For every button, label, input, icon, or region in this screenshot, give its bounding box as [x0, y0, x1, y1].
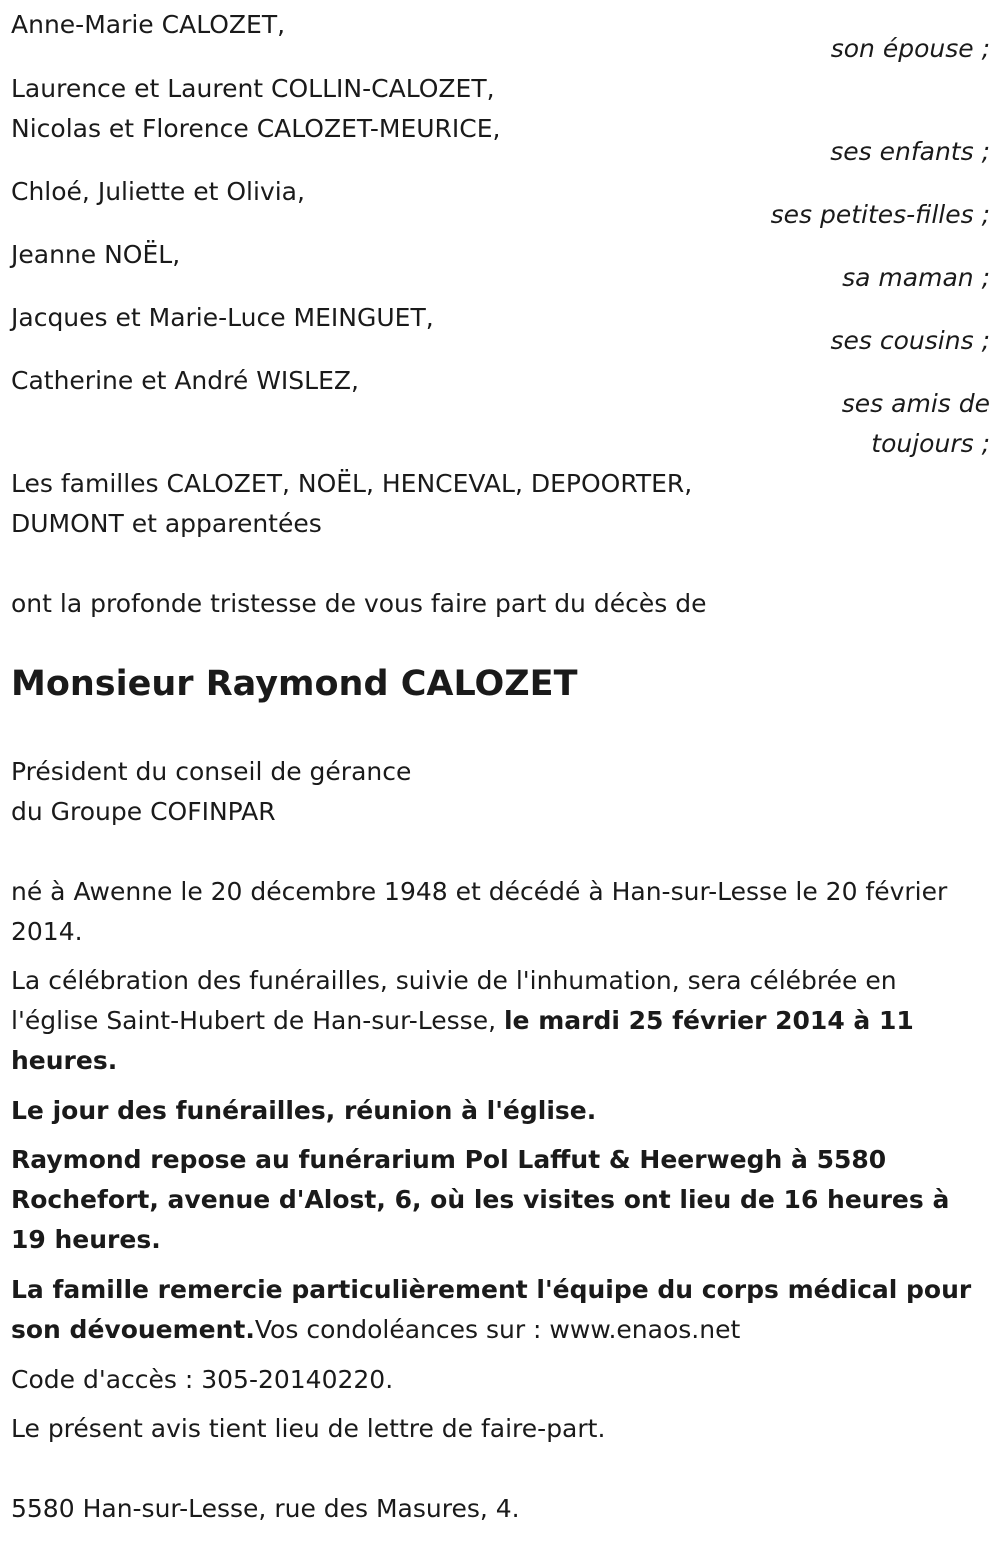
- family-role: ses enfants ;: [830, 137, 990, 166]
- family-role: son épouse ;: [830, 34, 990, 63]
- family-role: ses amis de: [841, 389, 990, 418]
- family-names: Chloé, Juliette et Olivia,: [11, 177, 305, 206]
- families-line: DUMONT et apparentées: [11, 509, 322, 538]
- family-names: Anne-Marie CALOZET,: [11, 10, 286, 39]
- family-names: Laurence et Laurent COLLIN-CALOZET,: [11, 74, 495, 103]
- family-names: Nicolas et Florence CALOZET-MEURICE,: [11, 114, 501, 143]
- family-names: Jeanne NOËL,: [11, 240, 181, 269]
- announcement: ont la profonde tristesse de vous faire part du décès de: [11, 589, 707, 618]
- position-line: du Groupe COFINPAR: [11, 797, 276, 826]
- birth-death: né à Awenne le 20 décembre 1948 et décédé à Han-sur-Lesse le 20 février 2014.: [11, 877, 948, 946]
- condolences-link: Vos condoléances sur : www.enaos.net: [254, 1315, 741, 1344]
- funerarium-note: [11, 1140, 986, 1260]
- celebration: [11, 961, 986, 1081]
- thanks-text: La famille remercie particulièrement l'équipe du corps médical pour son dévouement.: [11, 1275, 972, 1344]
- families-line: Les familles CALOZET, NOËL, HENCEVAL, DEPOORTER,: [11, 469, 693, 498]
- access-code: Code d'accès : 305-20140220.: [11, 1365, 394, 1394]
- funerarium-text: Raymond repose au funérarium Pol Laffut & Heerwegh à 5580 Rochefort, avenue d'Alost, 6, où les visites ont lieu de 16 heures à 19 heures.: [11, 1145, 950, 1254]
- celebration-text: La célébration des funérailles, suivie de l'inhumation, sera célébrée en l'église Saint-Hubert de Han-sur-Lesse,: [11, 966, 897, 1035]
- notice-text: Le présent avis tient lieu de lettre de faire-part.: [11, 1414, 606, 1443]
- family-role: sa maman ;: [842, 263, 990, 292]
- family-role: ses petites-filles ;: [770, 200, 990, 229]
- family-role: ses cousins ;: [830, 326, 990, 355]
- celebration-date: le mardi 25 février 2014 à 11 heures.: [11, 1006, 914, 1075]
- family-role: toujours ;: [871, 429, 990, 458]
- meeting-note: [11, 1091, 986, 1131]
- thanks-note: [11, 1270, 986, 1350]
- deceased-name: Monsieur Raymond CALOZET: [11, 664, 578, 704]
- address: 5580 Han-sur-Lesse, rue des Masures, 4.: [11, 1494, 520, 1523]
- family-names: Jacques et Marie-Luce MEINGUET,: [11, 303, 434, 332]
- position-line: Président du conseil de gérance: [11, 757, 412, 786]
- family-names: Catherine et André WISLEZ,: [11, 366, 359, 395]
- meeting-text: Le jour des funérailles, réunion à l'église.: [11, 1096, 597, 1125]
